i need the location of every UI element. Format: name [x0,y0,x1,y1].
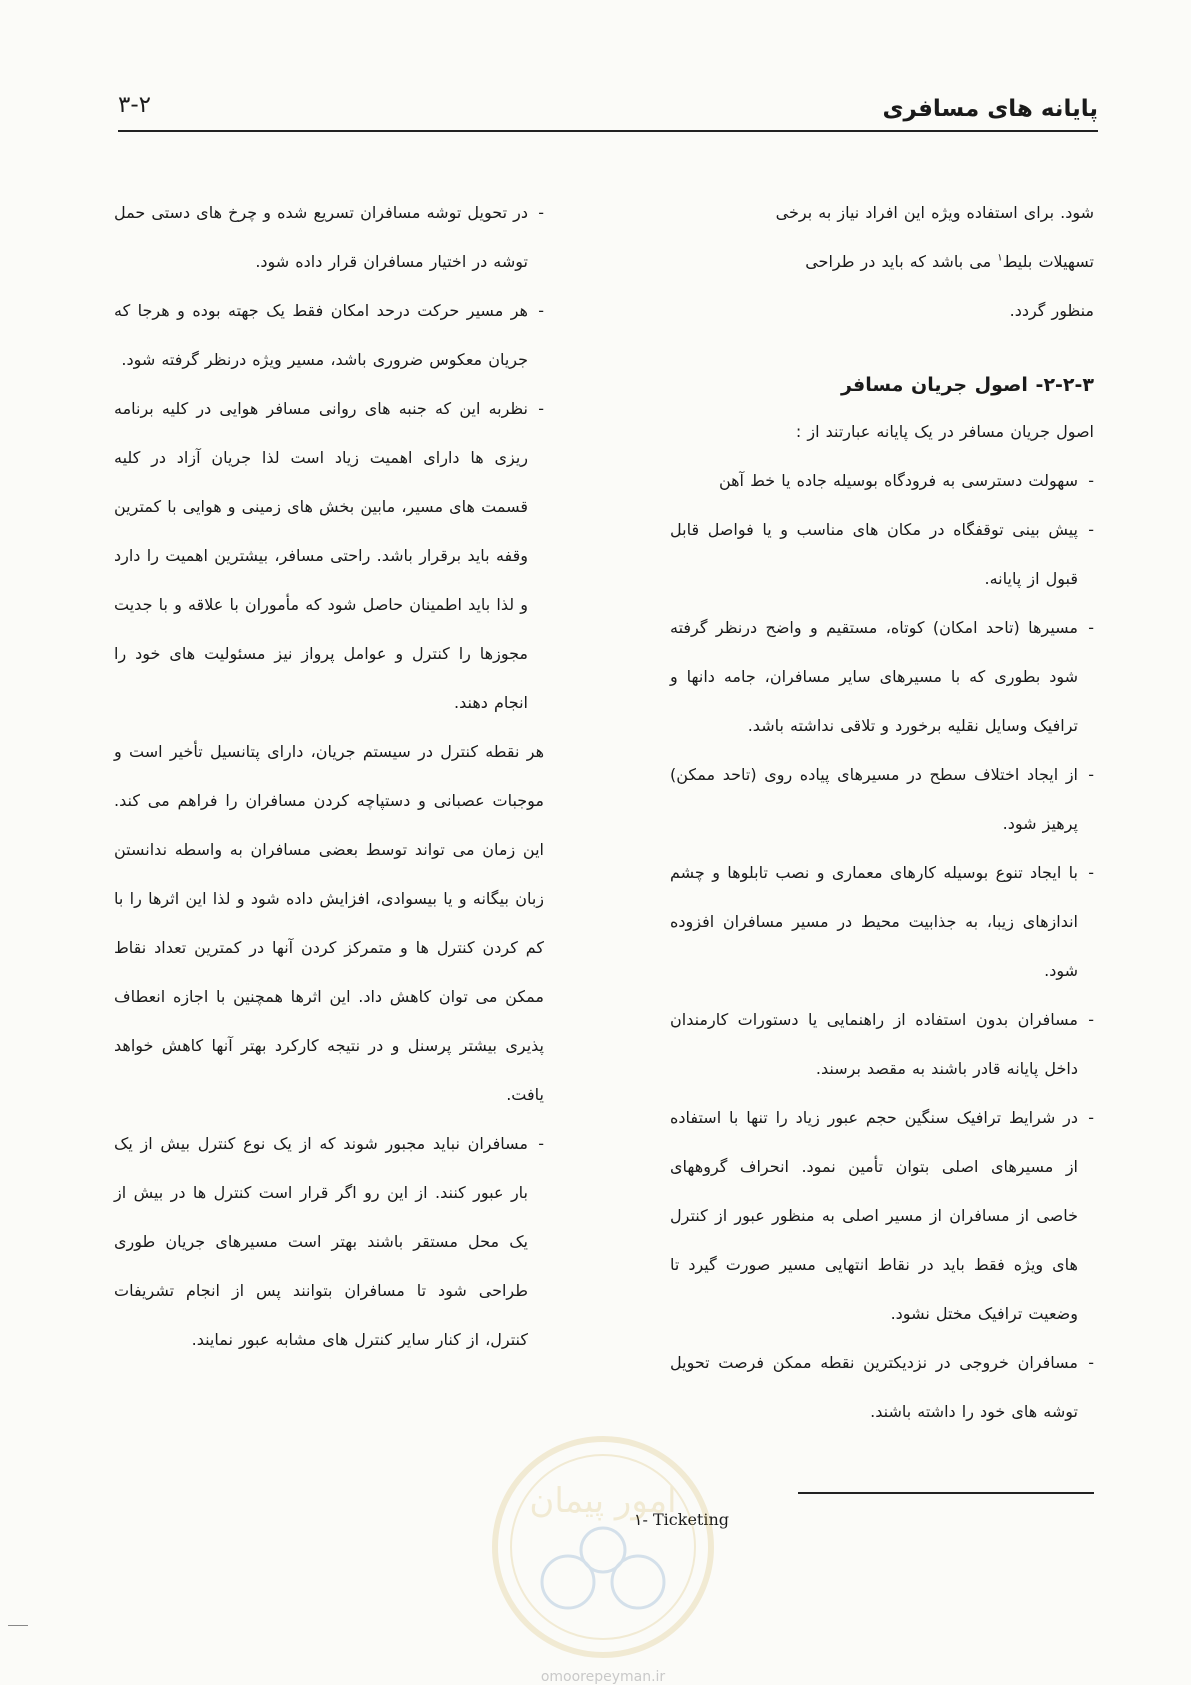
footnote-rule [798,1492,1094,1494]
intro-text-continued: می باشد که باید در طراحی [805,252,998,271]
left-column [114,188,544,1364]
list-item: - از ایجاد اختلاف سطح در مسیرهای پیاده روی (تاحد ممکن) پرهیز شود. [670,750,1094,848]
section-heading: ۲-۲-۳- اصول جریان مسافر [840,374,1094,396]
watermark-logo-icon [488,1432,718,1662]
watermark-url: omoorepeyman.ir [540,1669,666,1685]
header-rule [118,130,1098,132]
list-item: - با ایجاد تنوع بوسیله کارهای معماری و نصب تابلوها و چشم اندازهای زیبا، به جذابیت محیط در مسیر مسافران افزوده شود. [670,848,1094,995]
intro-line: شود. برای استفاده ویژه این افراد نیاز به برخی [775,203,1094,222]
list-item: - پیش بینی توقفگاه در مکان های مناسب و یا فواصل قابل قبول از پایانه. [670,505,1094,603]
body-paragraph: هر نقطه کنترل در سیستم جریان، دارای پتانسیل تأخیر است و موجبات عصبانی و دستپاچه کردن مسافران را فراهم می کند. این زمان می تواند توسط بعضی مسافران به واسطه ندانستن زبان بیگانه و یا بیسوادی، افزایش داده شود و لذا این اثرها را با کم کردن کنترل ها و متمرکز کردن آنها در کمترین تعداد نقاط ممکن می توان کاهش داد. این اثرها همچنین با اجازه انعطاف پذیری بیشتر پرسنل و در نتیجه کارکرد بهتر آنها کاهش خواهد یافت. [114,742,544,1104]
list-item: - در شرایط ترافیک سنگین حجم عبور زیاد را تنها با استفاده از مسیرهای اصلی بتوان تأمین نمود. انحراف گروههای خاصی از مسافران از مسیر اصلی به منظور عبور از کنترل های ویژه فقط باید در نقاط انتهایی مسیر صورت گیرد تا وضعیت ترافیک مختل نشود. [670,1093,1094,1338]
list-item: - مسافران نباید مجبور شوند که از یک نوع کنترل بیش از یک بار عبور کنند. از این رو اگر قرار است کنترل ها در بیش از یک محل مستقر باشند بهتر است مسیرهای جریان طوری طراحی شود تا مسافران بتوانند پس از انجام تشریفات کنترل، از کنار سایر کنترل های مشابه عبور نمایند. [114,1119,544,1364]
intro-line: منظور گردد. [1009,301,1094,320]
list-item: - هر مسیر حرکت درحد امکان فقط یک جهته بوده و هرجا که جریان معکوس ضروری باشد، مسیر ویژه درنظر گرفته شود. [114,286,544,384]
section-lead: اصول جریان مسافر در یک پایانه عبارتند از : [795,422,1094,441]
running-title: پایانه های مسافری [882,96,1098,122]
footnote: ۱- Ticketing [633,1510,729,1529]
watermark-logo-text: امور پیمان [529,1481,677,1521]
list-item: - در تحویل توشه مسافران تسریع شده و چرخ های دستی حمل توشه در اختیار مسافران قرار داده شود. [114,188,544,286]
list-item: - سهولت دسترسی به فرودگاه بوسیله جاده یا خط آهن [670,456,1094,505]
intro-line-with-note [670,237,1094,286]
right-column [670,188,1094,1436]
intro-text: تسهیلات بلیط [1002,252,1094,271]
footnote-marker: ۱ [997,252,1003,264]
scan-mark [8,1625,28,1626]
list-item: - نظربه این که جنبه های روانی مسافر هوایی در کلیه برنامه ریزی ها دارای اهمیت زیاد است لذا جریان آزاد در کلیه قسمت های مسیر، مابین بخش های زمینی و هوایی با کمترین وقفه باید برقرار باشد. راحتی مسافر، بیشترین اهمیت را دارد و لذا باید اطمینان حاصل شود که مأموران با علاقه و با جدیت مجوزها را کنترل و عوامل پرواز نیز مسئولیت های خود را انجام دهند. [114,384,544,727]
list-item: - مسافران خروجی در نزدیکترین نقطه ممکن فرصت تحویل توشه های خود را داشته باشند. [670,1338,1094,1436]
page-header [118,88,1098,128]
page-number: ۳-۲ [118,92,152,118]
list-item: - مسیرها (تاحد امکان) کوتاه، مستقیم و واضح درنظر گرفته شود بطوری که با مسیرهای سایر مسافران، جامه دانها و ترافیک وسایل نقلیه برخورد و تلاقی نداشته باشد. [670,603,1094,750]
list-item: - مسافران بدون استفاده از راهنمایی یا دستورات کارمندان داخل پایانه قادر باشند به مقصد برسند. [670,995,1094,1093]
